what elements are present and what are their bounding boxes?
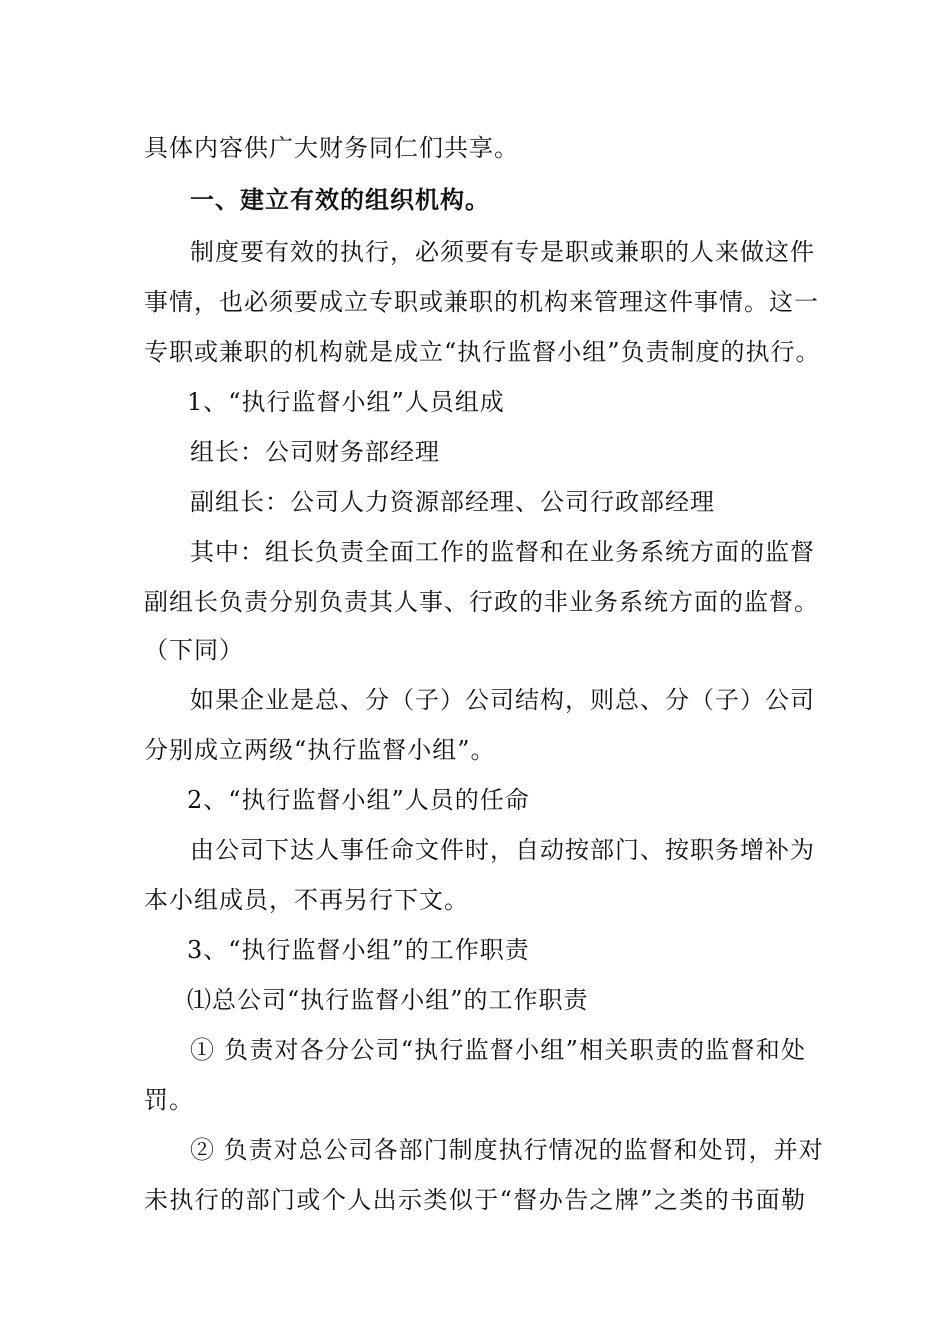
paragraph-line: ① 负责对各分公司“执行监督小组”相关职责的监督和处 xyxy=(190,1036,806,1064)
paragraph-line: （下同） xyxy=(144,636,244,664)
paragraph-line: 其中：组长负责全面工作的监督和在业务系统方面的监督 xyxy=(190,538,815,566)
paragraph-line: 副组长：公司人力资源部经理、公司行政部经理 xyxy=(190,488,715,516)
paragraph-line: 由公司下达人事任命文件时，自动按部门、按职务增补为 xyxy=(190,836,815,864)
subsection-heading: 3、“执行监督小组”的工作职责 xyxy=(187,936,530,964)
paragraph-line: 如果企业是总、分（子）公司结构，则总、分（子）公司 xyxy=(190,686,815,714)
paragraph-line: 罚。 xyxy=(144,1086,194,1114)
subsection-item: ⑴总公司“执行监督小组”的工作职责 xyxy=(187,986,589,1014)
paragraph-line: 本小组成员，不再另行下文。 xyxy=(144,886,469,914)
paragraph-line: 具体内容供广大财务同仁们共享。 xyxy=(144,134,519,162)
paragraph-line: 副组长负责分别负责其人事、行政的非业务系统方面的监督。 xyxy=(144,588,819,616)
paragraph-line: ② 负责对总公司各部门制度执行情况的监督和处罚，并对 xyxy=(190,1136,824,1164)
paragraph-line: 未执行的部门或个人出示类似于“督办告之牌”之类的书面勒 xyxy=(144,1186,806,1214)
paragraph-line: 事情，也必须要成立专职或兼职的机构来管理这件事情。这一 xyxy=(144,288,819,316)
paragraph-line: 专职或兼职的机构就是成立“执行监督小组”负责制度的执行。 xyxy=(144,338,821,366)
subsection-heading: 2、“执行监督小组”人员的任命 xyxy=(187,786,530,814)
subsection-heading: 1、“执行监督小组”人员组成 xyxy=(187,388,505,416)
paragraph-line: 分别成立两级“执行监督小组”。 xyxy=(144,736,496,764)
paragraph-line: 组长：公司财务部经理 xyxy=(190,438,440,466)
paragraph-line: 制度要有效的执行，必须要有专是职或兼职的人来做这件 xyxy=(190,238,815,266)
section-heading: 一、建立有效的组织机构。 xyxy=(190,185,490,214)
